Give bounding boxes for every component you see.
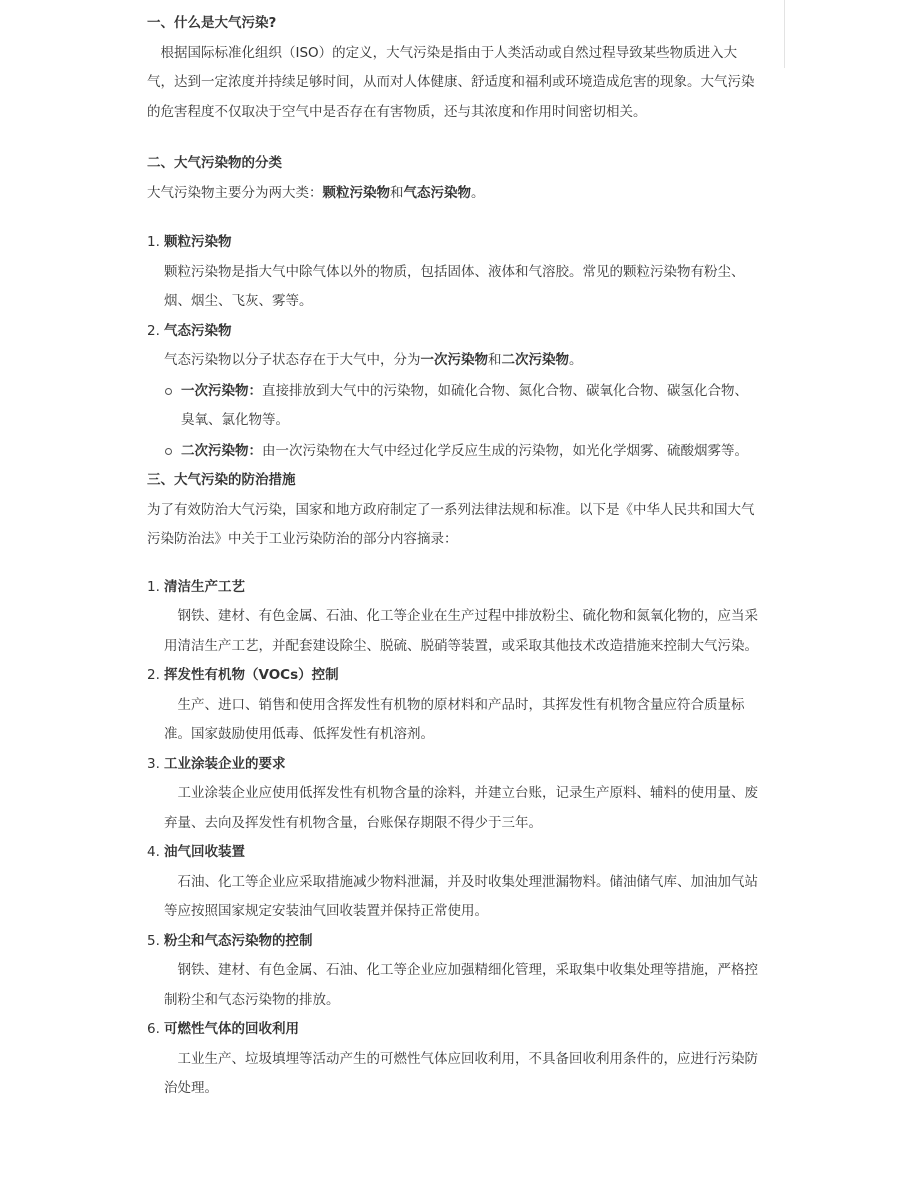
intro-bold-gaseous: 气态污染物 (403, 184, 471, 201)
list-item-desc: 颗粒污染物是指大气中除气体以外的物质，包括固体、液体和气溶胶。常见的颗粒污染物有粉尘、烟、烟尘、飞灰、雾等。 (164, 263, 745, 309)
sub-item-text: 直接排放到大气中的污染物，如硫化合物、氮化合物、碳氧化合物、碳氢化合物、臭氧、氯化物等。 (181, 382, 748, 428)
section2-title: 二、大气污染物的分类 (147, 155, 282, 171)
intro-text: 。 (471, 184, 485, 201)
law-item-desc: 生产、进口、销售和使用含挥发性有机物的原材料和产品时，其挥发性有机物含量应符合质量标准。国家鼓励使用低毒、低挥发性有机溶剂。 (164, 696, 745, 742)
sub-list-item-secondary (147, 437, 759, 467)
list-item-desc (147, 346, 759, 376)
law-item (147, 750, 759, 780)
list-number: 4. (147, 844, 160, 860)
law-item-desc: 石油、化工等企业应采取措施减少物料泄漏，并及时收集处理泄漏物料。储油储气库、加油加气站等应按照国家规定安装油气回收装置并保持正常使用。 (164, 873, 758, 919)
list-number: 5. (147, 932, 160, 949)
list-number: 6. (147, 1021, 160, 1037)
desc-bold-primary: 一次污染物 (420, 352, 488, 368)
law-item-desc: 工业涂装企业应使用低挥发性有机物含量的涂料，并建立台账，记录生产原料、辅料的使用量、废弃量、去向及挥发性有机物含量，台账保存期限不得少于三年。 (164, 785, 758, 831)
list-number: 2. (147, 322, 160, 339)
list-item-particulate (147, 228, 759, 258)
law-item-title: 粉尘和气态污染物的控制 (164, 932, 313, 949)
section3-intro: 为了有效防治大气污染，国家和地方政府制定了一系列法律法规和标准。以下是《中华人民共和国大气污染防治法》中关于工业污染防治的部分内容摘录： (147, 501, 755, 547)
law-item-desc: 钢铁、建材、有色金属、石油、化工等企业在生产过程中排放粉尘、硫化物和氮氧化物的，应当采用清洁生产工艺，并配套建设除尘、脱硫、脱硝等装置，或采取其他技术改造措施来控制大气污染。 (164, 608, 758, 654)
list-item-title: 颗粒污染物 (164, 234, 232, 250)
desc-text: 。 (569, 352, 583, 368)
intro-text: 和 (390, 184, 404, 201)
sub-item-label: 二次污染物： (181, 442, 262, 459)
section1-title: 一、什么是大气污染? (147, 15, 277, 31)
desc-bold-secondary: 二次污染物 (501, 352, 569, 368)
vertical-divider (784, 0, 785, 68)
desc-text: 气态污染物以分子状态存在于大气中，分为 (164, 352, 421, 368)
list-item-title: 气态污染物 (164, 322, 232, 339)
law-item-title: 挥发性有机物（VOCs）控制 (164, 667, 339, 683)
article-content (147, 9, 759, 1104)
sub-item-label: 一次污染物： (181, 382, 262, 399)
intro-text: 大气污染物主要分为两大类： (147, 184, 323, 201)
law-item-desc: 钢铁、建材、有色金属、石油、化工等企业应加强精细化管理，采取集中收集处理等措施，严格控制粉尘和气态污染物的排放。 (164, 962, 758, 1008)
list-number: 2. (147, 667, 160, 683)
law-item-title: 清洁生产工艺 (164, 578, 245, 595)
law-item-title: 油气回收装置 (164, 844, 245, 860)
desc-text: 和 (488, 352, 502, 368)
intro-bold-particulate: 颗粒污染物 (322, 184, 390, 201)
law-item (147, 838, 759, 868)
law-item-desc: 工业生产、垃圾填埋等活动产生的可燃性气体应回收利用，不具备回收利用条件的，应进行污染防治处理。 (164, 1050, 758, 1096)
circle-bullet-icon (164, 377, 181, 436)
law-item-title: 可燃性气体的回收利用 (164, 1021, 299, 1037)
law-item (147, 1015, 759, 1045)
law-item (147, 661, 759, 691)
list-number: 3. (147, 755, 160, 772)
list-number: 1. (147, 578, 160, 595)
circle-bullet-icon (164, 437, 181, 467)
section3-title: 三、大气污染的防治措施 (147, 472, 296, 488)
law-item-title: 工业涂装企业的要求 (164, 755, 286, 772)
section1-paragraph: 根据国际标准化组织（ISO）的定义，大气污染是指由于人类活动或自然过程导致某些物质进入大气，达到一定浓度并持续足够时间，从而对人体健康、舒适度和福利或环境造成危害的现象。大气污染的危害程度不仅取决于空气中是否存在有害物质，还与其浓度和作用时间密切相关。 (147, 44, 755, 120)
law-item (147, 927, 759, 957)
list-number: 1. (147, 234, 160, 250)
law-item (147, 573, 759, 603)
section2-intro (147, 179, 759, 209)
list-item-gaseous (147, 317, 759, 347)
sub-list-item-primary (147, 377, 759, 436)
sub-item-text: 由一次污染物在大气中经过化学反应生成的污染物，如光化学烟雾、硫酸烟雾等。 (262, 442, 748, 459)
